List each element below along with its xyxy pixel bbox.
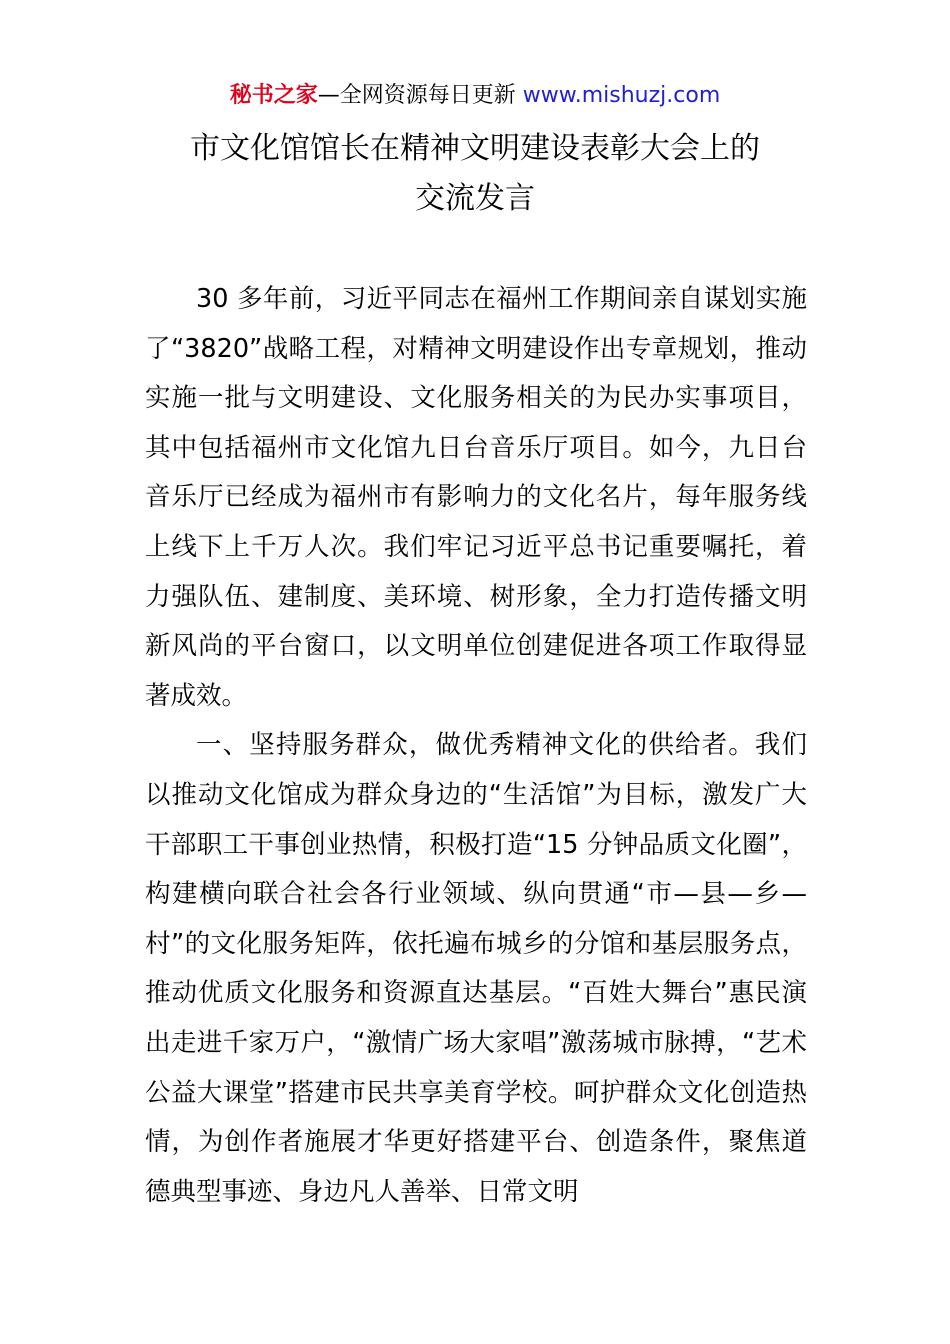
document-title bbox=[0, 124, 950, 224]
site-url[interactable]: www.mishuzj.com bbox=[522, 83, 721, 108]
title-line-2: 交流发言 bbox=[415, 181, 535, 216]
paragraph-2: 一、坚持服务群众，做优秀精神文化的供给者。我们以推动文化馆成为群众身边的“生活馆”为目标，激发广大干部职工干事创业热情，积极打造“15 分钟品质文化圈”，构建横向联合社会各行业领域、纵向贯通“市—县—乡—村”的文化服务矩阵，依托遍布城乡的分馆和基层服务点，推动优质文化服务和资源直达基层。“百姓大舞台”惠民演出走进千家万户，“激情广场大家唱”激荡城市脉搏，“艺术公益大课堂”搭建市民共享美育学校。呵护群众文化创造热情，为创作者施展才华更好搭建平台、创造条件，聚焦道德典型事迹、身边凡人善举、日常文明 bbox=[145, 730, 807, 1207]
brand-name: 秘书之家 bbox=[229, 83, 318, 108]
document-body bbox=[145, 275, 807, 1217]
title-line-1: 市文化馆馆长在精神文明建设表彰大会上的 bbox=[190, 131, 760, 166]
site-header bbox=[0, 80, 950, 112]
header-tagline: —全网资源每日更新 bbox=[317, 83, 523, 108]
paragraph-1: 30 多年前，习近平同志在福州工作期间亲自谋划实施了“3820”战略工程，对精神文明建设作出专章规划，推动实施一批与文明建设、文化服务相关的为民办实事项目，其中包括福州市文化馆九日台音乐厅项目。如今，九日台音乐厅已经成为福州市有影响力的文化名片，每年服务线上线下上千万人次。我们牢记习近平总书记重要嘱托，着力强队伍、建制度、美环境、树形象，全力打造传播文明新风尚的平台窗口，以文明单位创建促进各项工作取得显著成效。 bbox=[145, 284, 807, 711]
